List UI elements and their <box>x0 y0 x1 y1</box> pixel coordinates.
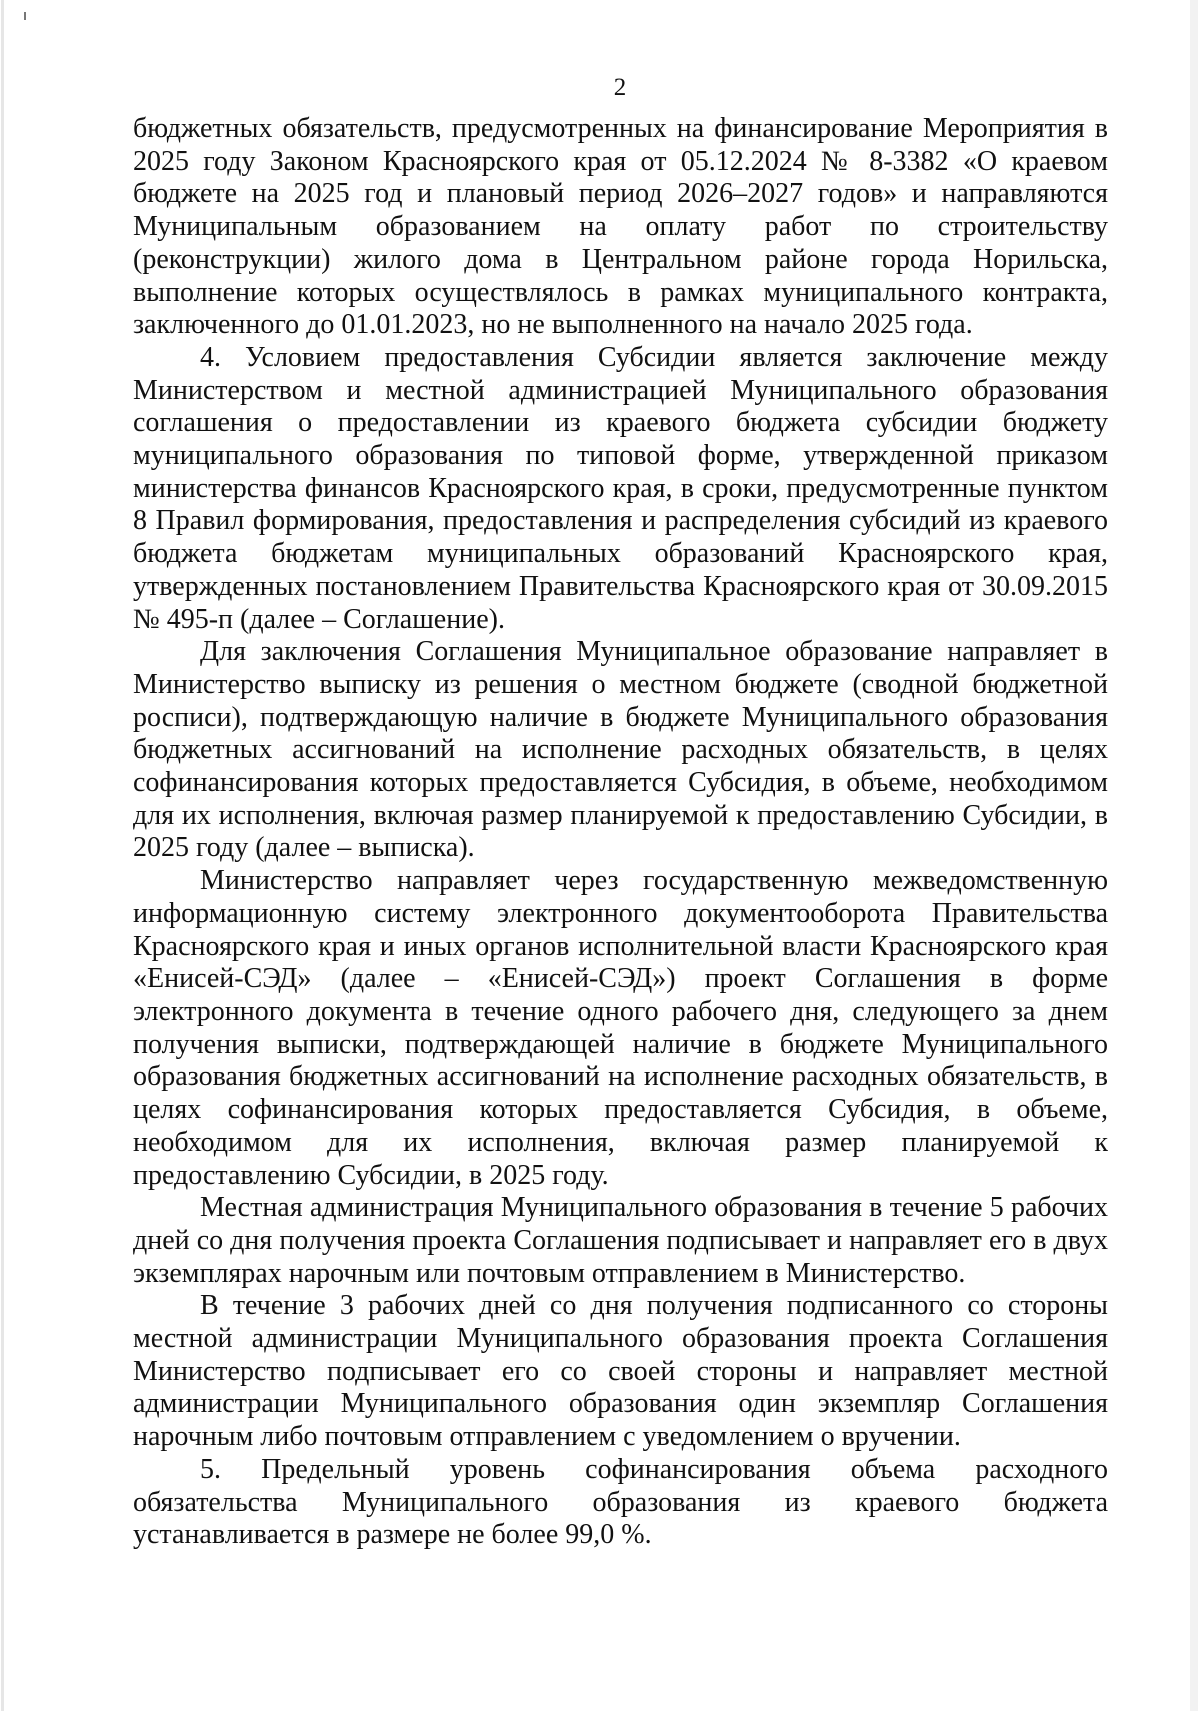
paragraph-ministry-signs: В течение 3 рабочих дней со дня получения подписанного со стороны местной администрации Муниципального образования проекта Соглашения Министерство подписывает его со своей стороны и направляет местной администрации Муниципального образования один экземпляр Соглашения нарочным либо почтовым отправлением с уведомлением о вручении. <box>133 1290 1108 1453</box>
paragraph-agreement-conclusion: Для заключения Соглашения Муниципальное образование направляет в Министерство выписку из решения о местном бюджете (сводной бюджетной росписи), подтверждающую наличие в бюджете Муниципального образования бюджетных ассигнований на исполнение расходных обязательств, в целях софинансирования которых предоставляется Субсидия, в объеме, необходимом для их исполнения, включая размер планируемой к предоставлению Субсидии, в 2025 году (далее – выписка). <box>133 636 1108 864</box>
page-number: 2 <box>613 74 627 101</box>
paragraph-item-5: 5. Предельный уровень софинансирования объема расходного обязательства Муниципального образования из краевого бюджета устанавливается в размере не более 99,0 %. <box>133 1453 1108 1551</box>
paragraph-ministry-sends: Министерство направляет через государственную межведомственную информационную систему электронного документооборота Правительства Красноярского края и иных органов исполнительной власти Красноярского края «Енисей-СЭД» (далее – «Енисей-СЭД») проект Соглашения в форме электронного документа в течение одного рабочего дня, следующего за днем получения выписки, подтверждающей наличие в бюджете Муниципального образования бюджетных ассигнований на исполнение расходных обязательств, в целях софинансирования которых предоставляется Субсидия, в объеме, необходимом для их исполнения, включая размер планируемой к предоставлению Субсидии, в 2025 году. <box>133 865 1108 1191</box>
scan-right-edge <box>1190 0 1198 1711</box>
paragraph-local-admin-signs: Местная администрация Муниципального образования в течение 5 рабочих дней со дня получения проекта Соглашения подписывает и направляет его в двух экземплярах нарочным или почтовым отправлением в Министерство. <box>133 1192 1108 1289</box>
document-body <box>133 113 1108 1552</box>
scan-left-edge <box>1 0 4 1711</box>
scan-speck <box>24 12 26 20</box>
paragraph-continuation: бюджетных обязательств, предусмотренных на финансирование Мероприятия в 2025 году Законом Красноярского края от 05.12.2024 № 8-3382 «О краевом бюджете на 2025 год и плановый период 2026–2027 годов» и направляются Муниципальным образованием на оплату работ по строительству (реконструкции) жилого дома в Центральном районе города Норильска, выполнение которых осуществлялось в рамках муниципального контракта, заключенного до 01.01.2023, но не выполненного на начало 2025 года. <box>133 113 1108 341</box>
paragraph-item-4: 4. Условием предоставления Субсидии является заключение между Министерством и местной администрацией Муниципального образования соглашения о предоставлении из краевого бюджета субсидии бюджету муниципального образования по типовой форме, утвержденной приказом министерства финансов Красноярского края, в сроки, предусмотренные пунктом 8 Правил формирования, предоставления и распределения субсидий из краевого бюджета бюджетам муниципальных образований Красноярского края, утвержденных постановлением Правительства Красноярского края от 30.09.2015 № 495-п (далее – Соглашение). <box>133 341 1108 635</box>
